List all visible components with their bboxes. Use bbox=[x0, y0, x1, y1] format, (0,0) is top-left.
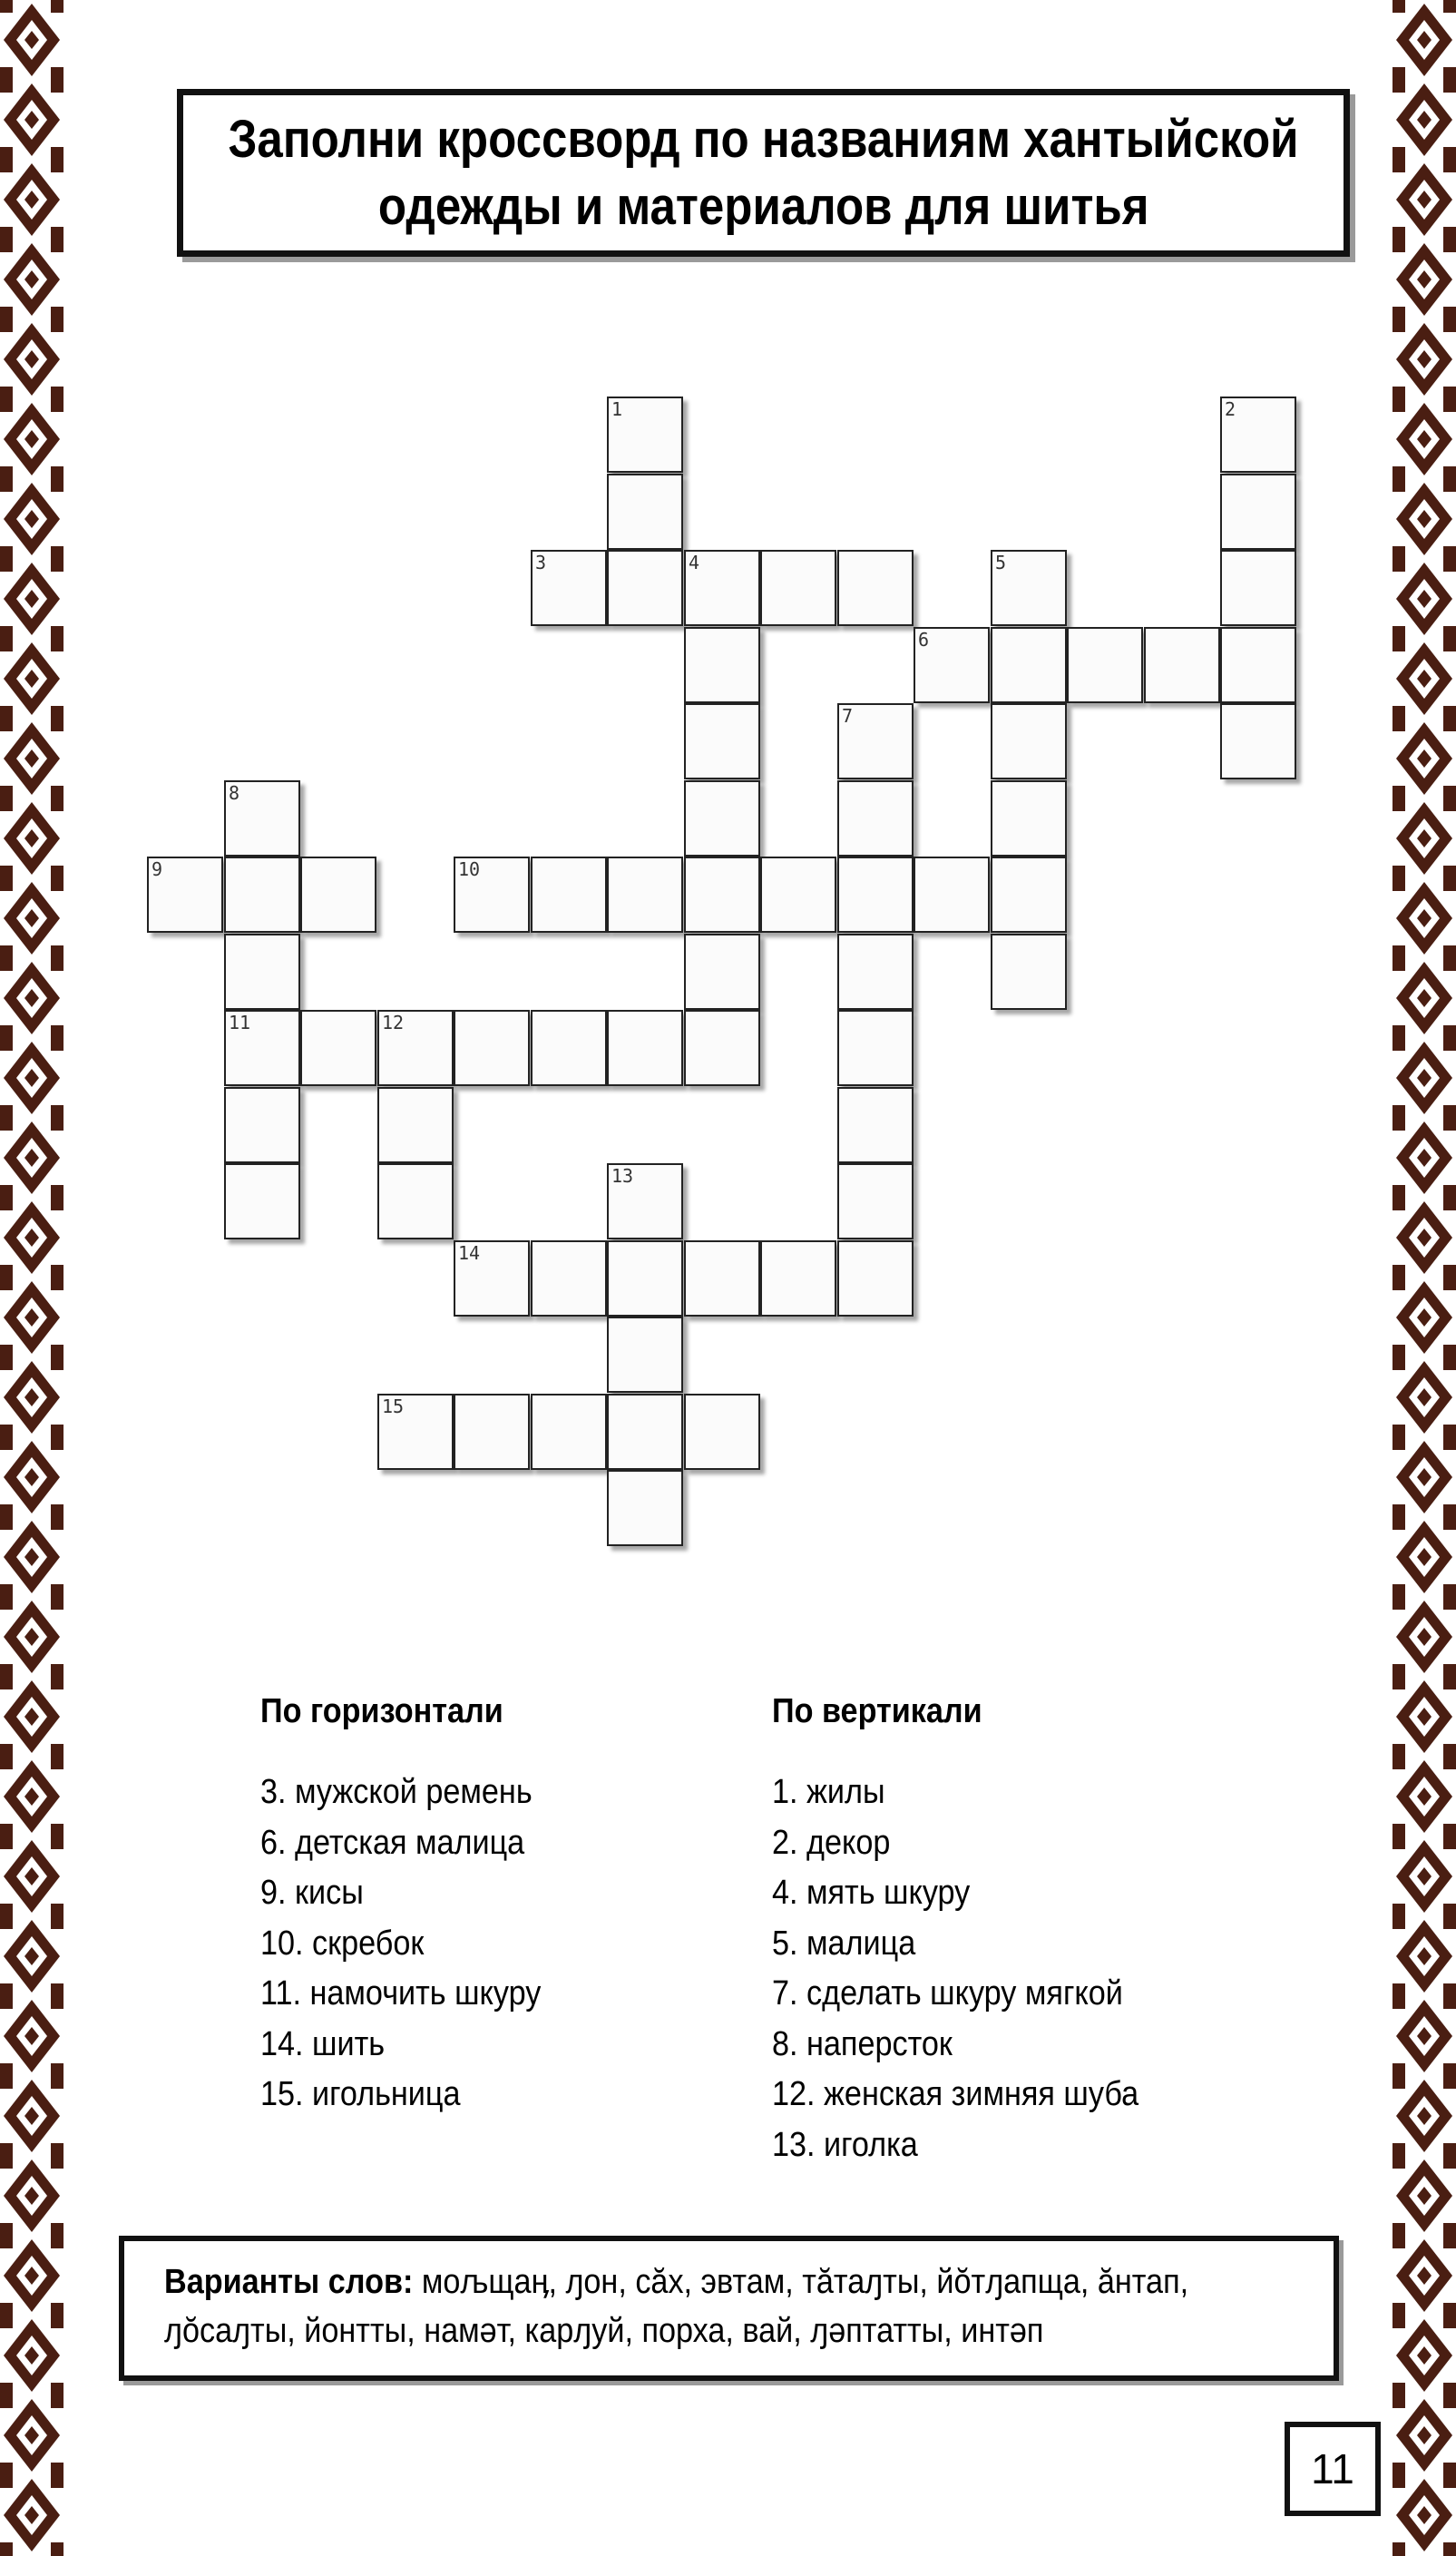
crossword-cell[interactable] bbox=[760, 550, 836, 626]
across-clue-item: 11. намочить шкуру bbox=[260, 1974, 542, 2012]
cell-number: 6 bbox=[918, 629, 930, 651]
crossword-cell[interactable] bbox=[837, 1240, 914, 1317]
crossword-cell[interactable] bbox=[991, 627, 1067, 703]
crossword-cell[interactable] bbox=[607, 1394, 683, 1470]
across-clue-list bbox=[260, 1768, 572, 2120]
cell-number: 11 bbox=[229, 1012, 251, 1033]
page-number: 11 bbox=[1285, 2422, 1381, 2516]
down-clue-item: 5. малица bbox=[772, 1924, 916, 1963]
cell-number: 12 bbox=[382, 1012, 405, 1033]
crossword-cell[interactable] bbox=[837, 1163, 914, 1239]
cell-number: 8 bbox=[229, 782, 240, 804]
crossword-cell[interactable] bbox=[224, 857, 300, 933]
crossword-cell[interactable] bbox=[914, 857, 990, 933]
down-clue-item: 7. сделать шкуру мягкой bbox=[772, 1974, 1123, 2012]
cell-number: 10 bbox=[458, 858, 481, 880]
cell-number: 15 bbox=[382, 1396, 405, 1417]
down-clue-item: 8. наперсток bbox=[772, 2024, 953, 2063]
crossword-cell[interactable] bbox=[760, 857, 836, 933]
crossword-cell[interactable] bbox=[454, 1394, 530, 1470]
crossword-cell[interactable] bbox=[991, 857, 1067, 933]
crossword-cell[interactable] bbox=[607, 474, 683, 550]
crossword-cell[interactable] bbox=[991, 780, 1067, 857]
crossword-cell[interactable] bbox=[760, 1240, 836, 1317]
crossword-cell[interactable] bbox=[684, 1240, 760, 1317]
crossword-cell[interactable] bbox=[684, 780, 760, 857]
crossword-cell[interactable] bbox=[684, 703, 760, 779]
down-heading: По вертикали bbox=[772, 1692, 982, 1730]
down-clue-item: 4. мять шкуру bbox=[772, 1874, 971, 1912]
crossword-cell[interactable] bbox=[837, 1087, 914, 1163]
crossword-cell[interactable] bbox=[224, 1163, 300, 1239]
crossword-cell[interactable] bbox=[684, 934, 760, 1010]
cell-number: 4 bbox=[689, 552, 700, 573]
cell-number: 5 bbox=[995, 552, 1007, 573]
crossword-cell[interactable] bbox=[684, 1010, 760, 1086]
cell-number: 14 bbox=[458, 1242, 481, 1264]
cell-number: 3 bbox=[535, 552, 547, 573]
crossword-cell[interactable] bbox=[607, 1010, 683, 1086]
across-clue-item: 9. кисы bbox=[260, 1874, 364, 1912]
crossword-cell[interactable] bbox=[1220, 397, 1296, 473]
crossword-cell[interactable] bbox=[531, 857, 607, 933]
word-options-box bbox=[119, 2236, 1339, 2381]
crossword-cell[interactable] bbox=[1220, 703, 1296, 779]
down-clue-item: 13. иголка bbox=[772, 2125, 918, 2164]
cell-number: 9 bbox=[151, 858, 163, 880]
across-clue-item: 10. скребок bbox=[260, 1924, 425, 1963]
crossword-cell[interactable] bbox=[531, 550, 607, 626]
crossword-cell[interactable] bbox=[684, 857, 760, 933]
crossword-cell[interactable] bbox=[837, 1010, 914, 1086]
crossword-cell[interactable] bbox=[837, 857, 914, 933]
crossword-cell[interactable] bbox=[454, 857, 530, 933]
word-options-label: Варианты слов: bbox=[164, 2263, 414, 2301]
cell-number: 2 bbox=[1225, 398, 1236, 420]
crossword-cell[interactable] bbox=[837, 703, 914, 779]
crossword-cell[interactable] bbox=[607, 1470, 683, 1546]
down-clue-item: 2. декор bbox=[772, 1823, 891, 1862]
crossword-cell[interactable] bbox=[1220, 550, 1296, 626]
crossword-cell[interactable] bbox=[454, 1240, 530, 1317]
across-clue-item: 14. шить bbox=[260, 2024, 386, 2063]
crossword-cell[interactable] bbox=[300, 1010, 376, 1086]
crossword-cell[interactable] bbox=[531, 1394, 607, 1470]
word-options-line-1 bbox=[164, 2257, 1189, 2306]
crossword-cell[interactable] bbox=[300, 857, 376, 933]
crossword-cell[interactable] bbox=[377, 1010, 454, 1086]
word-options-text-1: мољщаӊ, ԓон, сăх, эвтам, тăтаԓты, йŏтԓапща, ăнтап, bbox=[421, 2263, 1189, 2301]
across-clue-item: 6. детская малица bbox=[260, 1823, 525, 1862]
crossword-cell[interactable] bbox=[531, 1010, 607, 1086]
crossword-cell[interactable] bbox=[837, 780, 914, 857]
crossword-cell[interactable] bbox=[377, 1087, 454, 1163]
crossword-cell[interactable] bbox=[607, 857, 683, 933]
crossword-cell[interactable] bbox=[684, 550, 760, 626]
crossword-cell[interactable] bbox=[531, 1240, 607, 1317]
crossword-cell[interactable] bbox=[607, 1317, 683, 1393]
title-line-1: Заполни кроссворд по названиям хантыйской bbox=[228, 109, 1299, 169]
crossword-cell[interactable] bbox=[991, 550, 1067, 626]
crossword-cell[interactable] bbox=[1144, 627, 1220, 703]
word-options-line-2: ԓŏсаԓты, йонтты, намəт, карԓуй, порха, вай, ԓəптатты, интəп bbox=[164, 2312, 1044, 2350]
crossword-cell[interactable] bbox=[377, 1394, 454, 1470]
crossword-cell[interactable] bbox=[684, 627, 760, 703]
crossword-cell[interactable] bbox=[837, 550, 914, 626]
across-clue-item: 15. игольница bbox=[260, 2075, 461, 2113]
crossword-cell[interactable] bbox=[837, 934, 914, 1010]
across-heading: По горизонтали bbox=[260, 1692, 503, 1730]
crossword-cell[interactable] bbox=[991, 703, 1067, 779]
crossword-cell[interactable] bbox=[991, 934, 1067, 1010]
crossword-cell[interactable] bbox=[224, 1010, 300, 1086]
title-line-2: одежды и материалов для шитья bbox=[377, 176, 1149, 236]
crossword-cell[interactable] bbox=[1067, 627, 1143, 703]
across-clue-item: 3. мужской ремень bbox=[260, 1773, 533, 1811]
crossword-cell[interactable] bbox=[454, 1010, 530, 1086]
crossword-cell[interactable] bbox=[224, 1087, 300, 1163]
crossword-cell[interactable] bbox=[147, 857, 223, 933]
crossword-cell[interactable] bbox=[224, 934, 300, 1010]
crossword-cell[interactable] bbox=[1220, 474, 1296, 550]
down-clue-item: 1. жилы bbox=[772, 1773, 885, 1811]
down-clue-item: 12. женская зимняя шуба bbox=[772, 2075, 1139, 2113]
crossword-cell[interactable] bbox=[914, 627, 990, 703]
cell-number: 7 bbox=[842, 705, 854, 727]
crossword-cell[interactable] bbox=[607, 397, 683, 473]
crossword-cell[interactable] bbox=[607, 550, 683, 626]
crossword-cell[interactable] bbox=[607, 1163, 683, 1239]
crossword-cell[interactable] bbox=[224, 780, 300, 857]
crossword-cell[interactable] bbox=[607, 1240, 683, 1317]
down-clue-list bbox=[772, 1768, 1179, 2170]
cell-number: 1 bbox=[611, 398, 623, 420]
crossword-cell[interactable] bbox=[684, 1394, 760, 1470]
crossword-cell[interactable] bbox=[1220, 627, 1296, 703]
cell-number: 13 bbox=[611, 1165, 634, 1187]
crossword-cell[interactable] bbox=[377, 1163, 454, 1239]
